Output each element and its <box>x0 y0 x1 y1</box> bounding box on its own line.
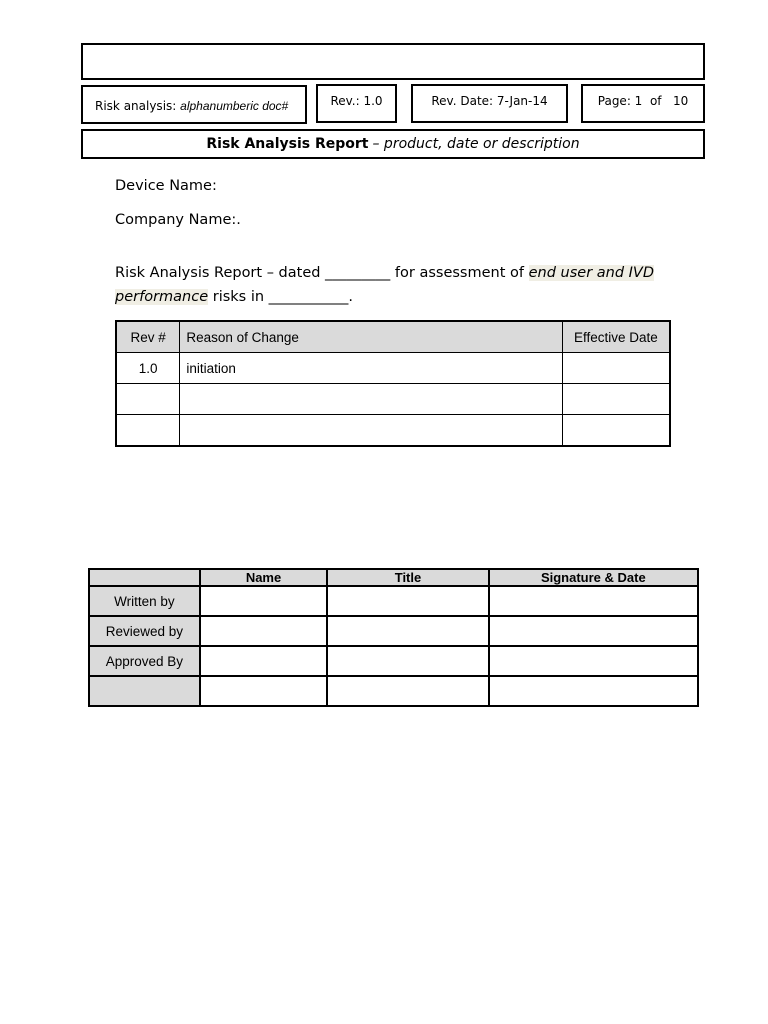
risk-analysis-label: Risk analysis: <box>95 99 177 113</box>
role-written-by: Written by <box>89 586 200 616</box>
name-header: Name <box>200 569 328 586</box>
doc-number-placeholder: alphanumberic doc# <box>180 99 289 113</box>
report-statement-highlight-a: end user and IVD <box>528 265 655 281</box>
revision-header-row <box>116 321 670 353</box>
reason-cell <box>180 415 562 447</box>
signature-date-cell <box>489 586 698 616</box>
title-header: Title <box>327 569 488 586</box>
table-row <box>89 586 698 616</box>
table-row <box>116 353 670 384</box>
title-cell <box>327 646 488 676</box>
doc-id-box <box>81 85 307 124</box>
header-blank-box <box>81 43 705 80</box>
signature-date-cell <box>489 646 698 676</box>
revision-history-table <box>115 320 671 447</box>
rev-number-header: Rev # <box>116 321 180 353</box>
title-cell <box>327 616 488 646</box>
name-cell <box>200 646 328 676</box>
rev-number-cell <box>116 415 180 447</box>
role-header <box>89 569 200 586</box>
role-approved-by: Approved By <box>89 646 200 676</box>
revision-box <box>316 84 397 123</box>
company-name-label: Company Name:. <box>115 212 241 228</box>
report-statement <box>115 261 675 309</box>
device-name-label: Device Name: <box>115 178 217 194</box>
title-cell <box>327 586 488 616</box>
name-cell <box>200 586 328 616</box>
rev-number-cell: 1.0 <box>116 353 180 384</box>
page-box <box>581 84 705 123</box>
signature-date-header: Signature & Date <box>489 569 698 586</box>
effective-date-header: Effective Date <box>562 321 670 353</box>
effective-date-cell <box>562 415 670 447</box>
reason-of-change-header: Reason of Change <box>180 321 562 353</box>
role-reviewed-by: Reviewed by <box>89 616 200 646</box>
report-statement-text-b: risks in ___________. <box>208 289 354 305</box>
revision-number: Rev.: 1.0 <box>330 94 383 108</box>
effective-date-cell <box>562 353 670 384</box>
table-row <box>116 415 670 447</box>
signature-table <box>88 568 699 707</box>
effective-date-cell <box>562 384 670 415</box>
report-statement-text-a: Risk Analysis Report – dated _________ for assessment of <box>115 265 529 281</box>
title-cell <box>327 676 488 706</box>
signature-header-row <box>89 569 698 586</box>
report-subtitle: – product, date or description <box>372 136 580 152</box>
report-title-box <box>81 129 705 159</box>
revision-date: Rev. Date: 7-Jan-14 <box>431 94 548 108</box>
table-row <box>89 646 698 676</box>
signature-date-cell <box>489 676 698 706</box>
signature-date-cell <box>489 616 698 646</box>
name-cell <box>200 676 328 706</box>
page-number: Page: 1 of 10 <box>597 94 689 108</box>
table-row <box>89 616 698 646</box>
revision-date-box <box>411 84 568 123</box>
reason-cell: initiation <box>180 353 562 384</box>
report-title: Risk Analysis Report <box>206 136 369 152</box>
table-row <box>116 384 670 415</box>
role-blank <box>89 676 200 706</box>
report-statement-highlight-b: performance <box>115 289 209 305</box>
table-row <box>89 676 698 706</box>
rev-number-cell <box>116 384 180 415</box>
name-cell <box>200 616 328 646</box>
reason-cell <box>180 384 562 415</box>
